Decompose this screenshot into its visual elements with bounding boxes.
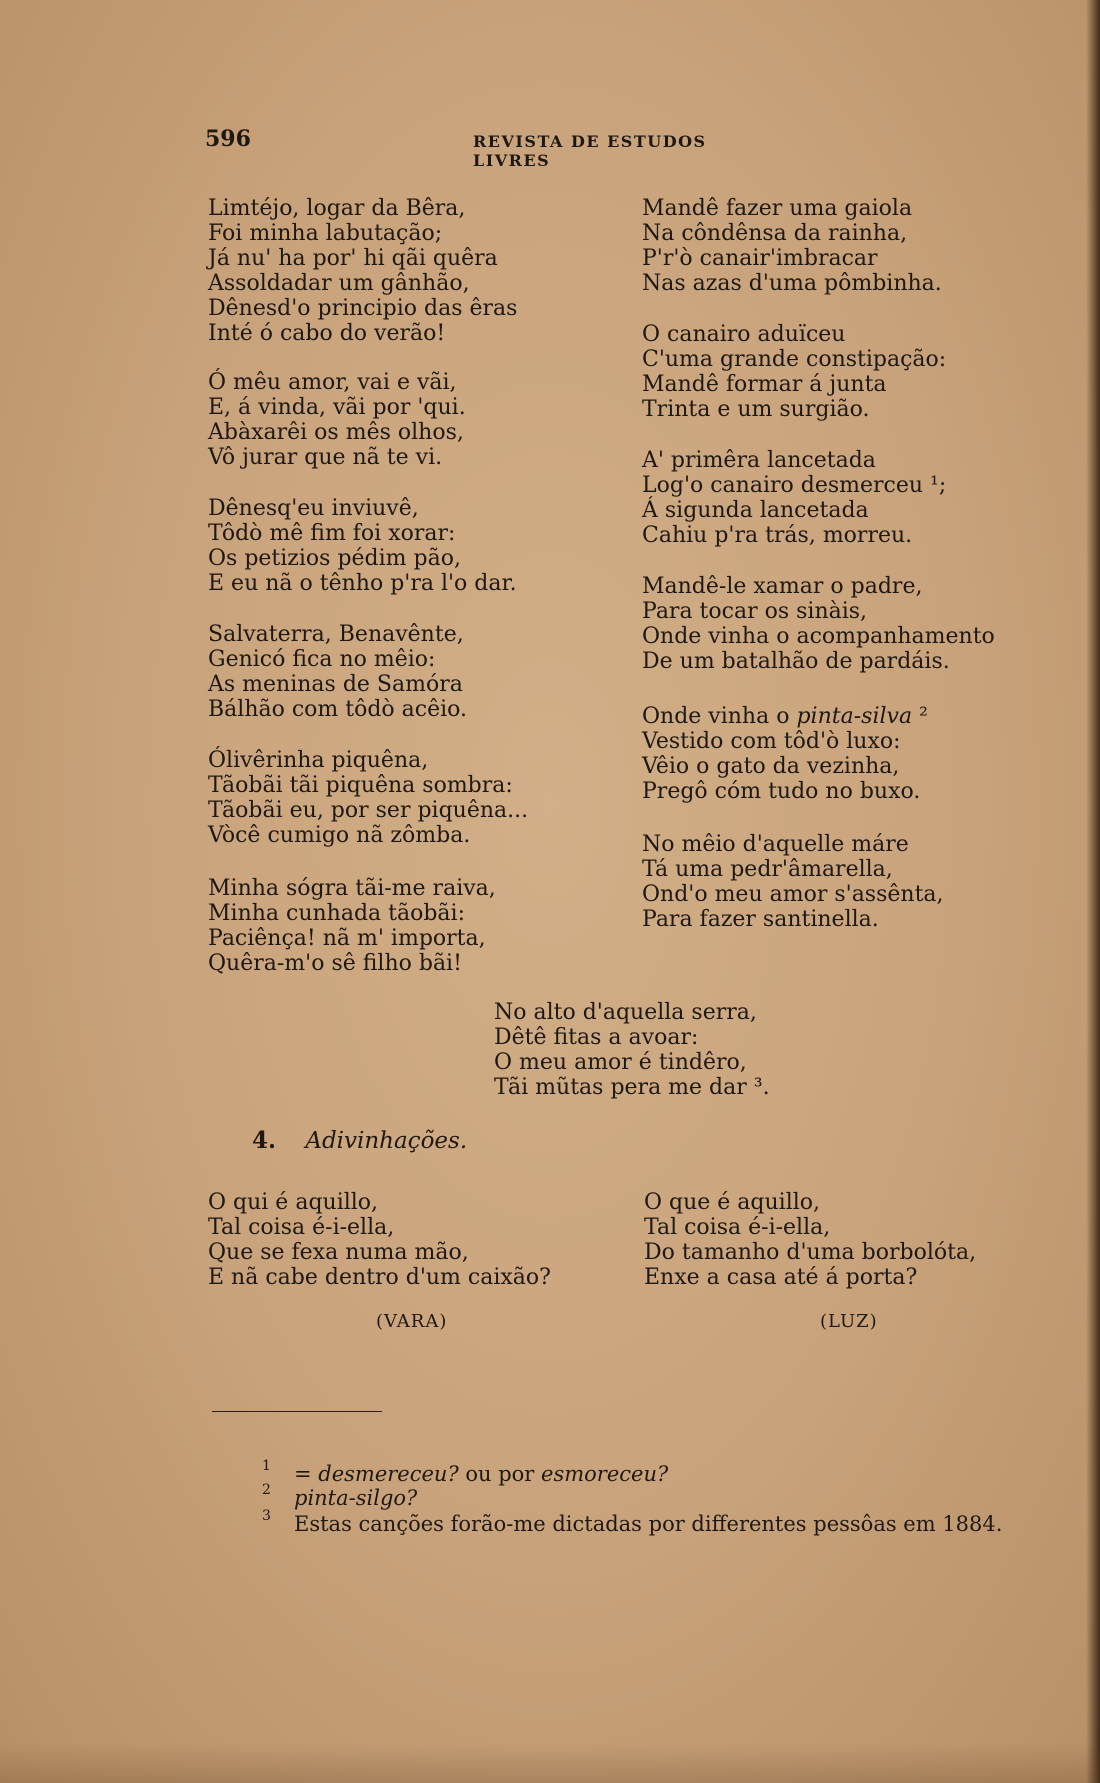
page-bottom-shade	[0, 1743, 1100, 1783]
footnote-mark: 1	[262, 1458, 271, 1474]
verse-line: Á sigunda lancetada	[642, 498, 869, 523]
stanza	[208, 748, 528, 848]
verse-line: Que se fexa numa mão,	[208, 1240, 469, 1265]
verse-line: Na côndênsa da rainha,	[642, 221, 908, 246]
verse-line: Tôdò mê fim foi xorar:	[208, 521, 456, 546]
stanza	[208, 196, 528, 346]
verse-line: Vêio o gato da vezinha,	[642, 754, 900, 779]
footnote-mark: 2	[262, 1482, 271, 1498]
verse-line: Vô jurar que nã te vi.	[208, 445, 443, 470]
section-title	[252, 1127, 467, 1154]
footnote-variant: pinta-silgo?	[294, 1486, 418, 1510]
center-stanza	[494, 1000, 770, 1100]
riddle-left	[208, 1190, 551, 1290]
verse-line: Foi minha labutação;	[208, 221, 443, 246]
stanza	[208, 496, 528, 596]
verse-line: Paciênça! nã m' importa,	[208, 926, 486, 951]
verse-line: Pregô cóm tudo no buxo.	[642, 779, 921, 804]
stanza	[642, 832, 995, 932]
verse-line: Tá uma pedr'âmarella,	[642, 857, 893, 882]
verse-line: Genicó fica no mêio:	[208, 647, 436, 672]
verse-line: Log'o canairo desmerceu ¹;	[642, 473, 947, 498]
verse-line: Enxe a casa até á porta?	[644, 1265, 918, 1290]
stanza	[208, 622, 528, 722]
verse-line: A' primêra lancetada	[642, 448, 876, 473]
verse-line: As meninas de Samóra	[208, 672, 463, 697]
verse-line: E eu nã o tênho p'ra l'o dar.	[208, 571, 517, 596]
verse-line: Quêra-m'o sê filho bãi!	[208, 951, 462, 976]
riddle-right	[644, 1190, 976, 1290]
verse-line: E nã cabe dentro d'um caixão?	[208, 1265, 551, 1290]
running-title: REVISTA DE ESTUDOS LIVRES	[473, 132, 707, 170]
verse-line: O que é aquillo,	[644, 1190, 821, 1215]
page-number: 596	[205, 126, 251, 152]
verse-line: Ó mêu amor, vai e vãi,	[208, 370, 457, 395]
footnote-variant: = desmereceu?	[294, 1462, 459, 1486]
verse-line: Assoldadar um gânhão,	[208, 271, 470, 296]
stanza	[642, 196, 995, 296]
verse-line: E, á vinda, vãi por 'qui.	[208, 395, 466, 420]
page-header	[205, 126, 770, 170]
verse-line: Do tamanho d'uma borbolóta,	[644, 1240, 977, 1265]
verse-line: Minha sógra tãi-me raiva,	[208, 876, 496, 901]
verse-line: Para fazer santinella.	[642, 907, 879, 932]
verse-line: Tãobãi tãi piquêna sombra:	[208, 773, 513, 798]
stanza	[208, 876, 528, 976]
page-edge-shadow	[1086, 0, 1100, 1783]
verse-line: Tãobãi eu, por ser piquêna...	[208, 798, 529, 823]
verse-line: P'r'ò canair'imbracar	[642, 246, 878, 271]
verse-line: O qui é aquillo,	[208, 1190, 379, 1215]
verse-line: Bálhão com tôdò acêio.	[208, 697, 468, 722]
verse-line: Inté ó cabo do verão!	[208, 321, 446, 346]
right-column	[642, 196, 995, 932]
footnote-variant: esmoreceu?	[541, 1462, 669, 1486]
stanza	[642, 322, 995, 422]
verse-line: Abàxarêi os mês olhos,	[208, 420, 464, 445]
footnote-rule	[212, 1411, 382, 1412]
note-reference: ²	[919, 704, 928, 729]
stanza	[642, 574, 995, 674]
verse-line: Dênesd'o principio das êras	[208, 296, 518, 321]
section-heading: Adivinhações.	[305, 1128, 468, 1154]
footnote-text: Estas canções forão-me dictadas por differentes pessôas em 1884.	[294, 1512, 1003, 1536]
verse-line: Mandê-le xamar o padre,	[642, 574, 923, 599]
left-column	[208, 196, 528, 976]
verse-line: Já nu' ha por' hi qãi quêra	[208, 246, 498, 271]
verse-line: Ólivêrinha piquêna,	[208, 748, 429, 773]
verse-line: Cahiu p'ra trás, morreu.	[642, 523, 913, 548]
verse-line: Vestido com tôd'ò luxo:	[642, 729, 901, 754]
verse-line: Mandê formar á junta	[642, 372, 887, 397]
verse-line: O meu amor é tindêro,	[494, 1050, 747, 1075]
footnote-connector: ou por	[458, 1462, 542, 1486]
stanza	[642, 448, 995, 548]
verse-line: Nas azas d'uma pômbinha.	[642, 271, 942, 296]
riddle-answer-luz: (LUZ)	[820, 1311, 878, 1332]
verse-line: O canairo aduïceu	[642, 322, 846, 347]
stanza	[208, 370, 528, 470]
verse-line: Ond'o meu amor s'assênta,	[642, 882, 944, 907]
verse-line: Dênesq'eu inviuvê,	[208, 496, 419, 521]
verse-line: Dêtê fitas a avoar:	[494, 1025, 699, 1050]
riddle-answer-vara: (VARA)	[376, 1311, 448, 1332]
verse-line: Para tocar os sinàis,	[642, 599, 868, 624]
verse-line: Tãi mũtas pera me dar ³.	[494, 1075, 770, 1100]
verse-line: Onde vinha o acompanhamento	[642, 624, 995, 649]
verse-line	[642, 704, 995, 729]
verse-line: Tal coisa é-i-ella,	[208, 1215, 395, 1240]
stanza	[642, 704, 995, 804]
verse-line: Minha cunhada tãobãi:	[208, 901, 465, 926]
footnote-mark: 3	[262, 1508, 271, 1524]
verse-line: Mandê fazer uma gaiola	[642, 196, 913, 221]
verse-text: Onde vinha o	[642, 704, 790, 729]
verse-italic-term: pinta-silva	[796, 704, 913, 729]
verse-line: Os petizios pédim pão,	[208, 546, 461, 571]
verse-line: Salvaterra, Benavênte,	[208, 622, 464, 647]
verse-line: C'uma grande constipação:	[642, 347, 947, 372]
verse-line: De um batalhão de pardáis.	[642, 649, 950, 674]
verse-line: No mêio d'aquelle máre	[642, 832, 909, 857]
section-number: 4.	[252, 1127, 277, 1154]
verse-line: Tal coisa é-i-ella,	[644, 1215, 831, 1240]
verse-line: Vòcê cumigo nã zômba.	[208, 823, 471, 848]
verse-line: No alto d'aquella serra,	[494, 1000, 757, 1025]
verse-line: Trinta e um surgião.	[642, 397, 870, 422]
verse-line: Limtéjo, logar da Bêra,	[208, 196, 466, 221]
